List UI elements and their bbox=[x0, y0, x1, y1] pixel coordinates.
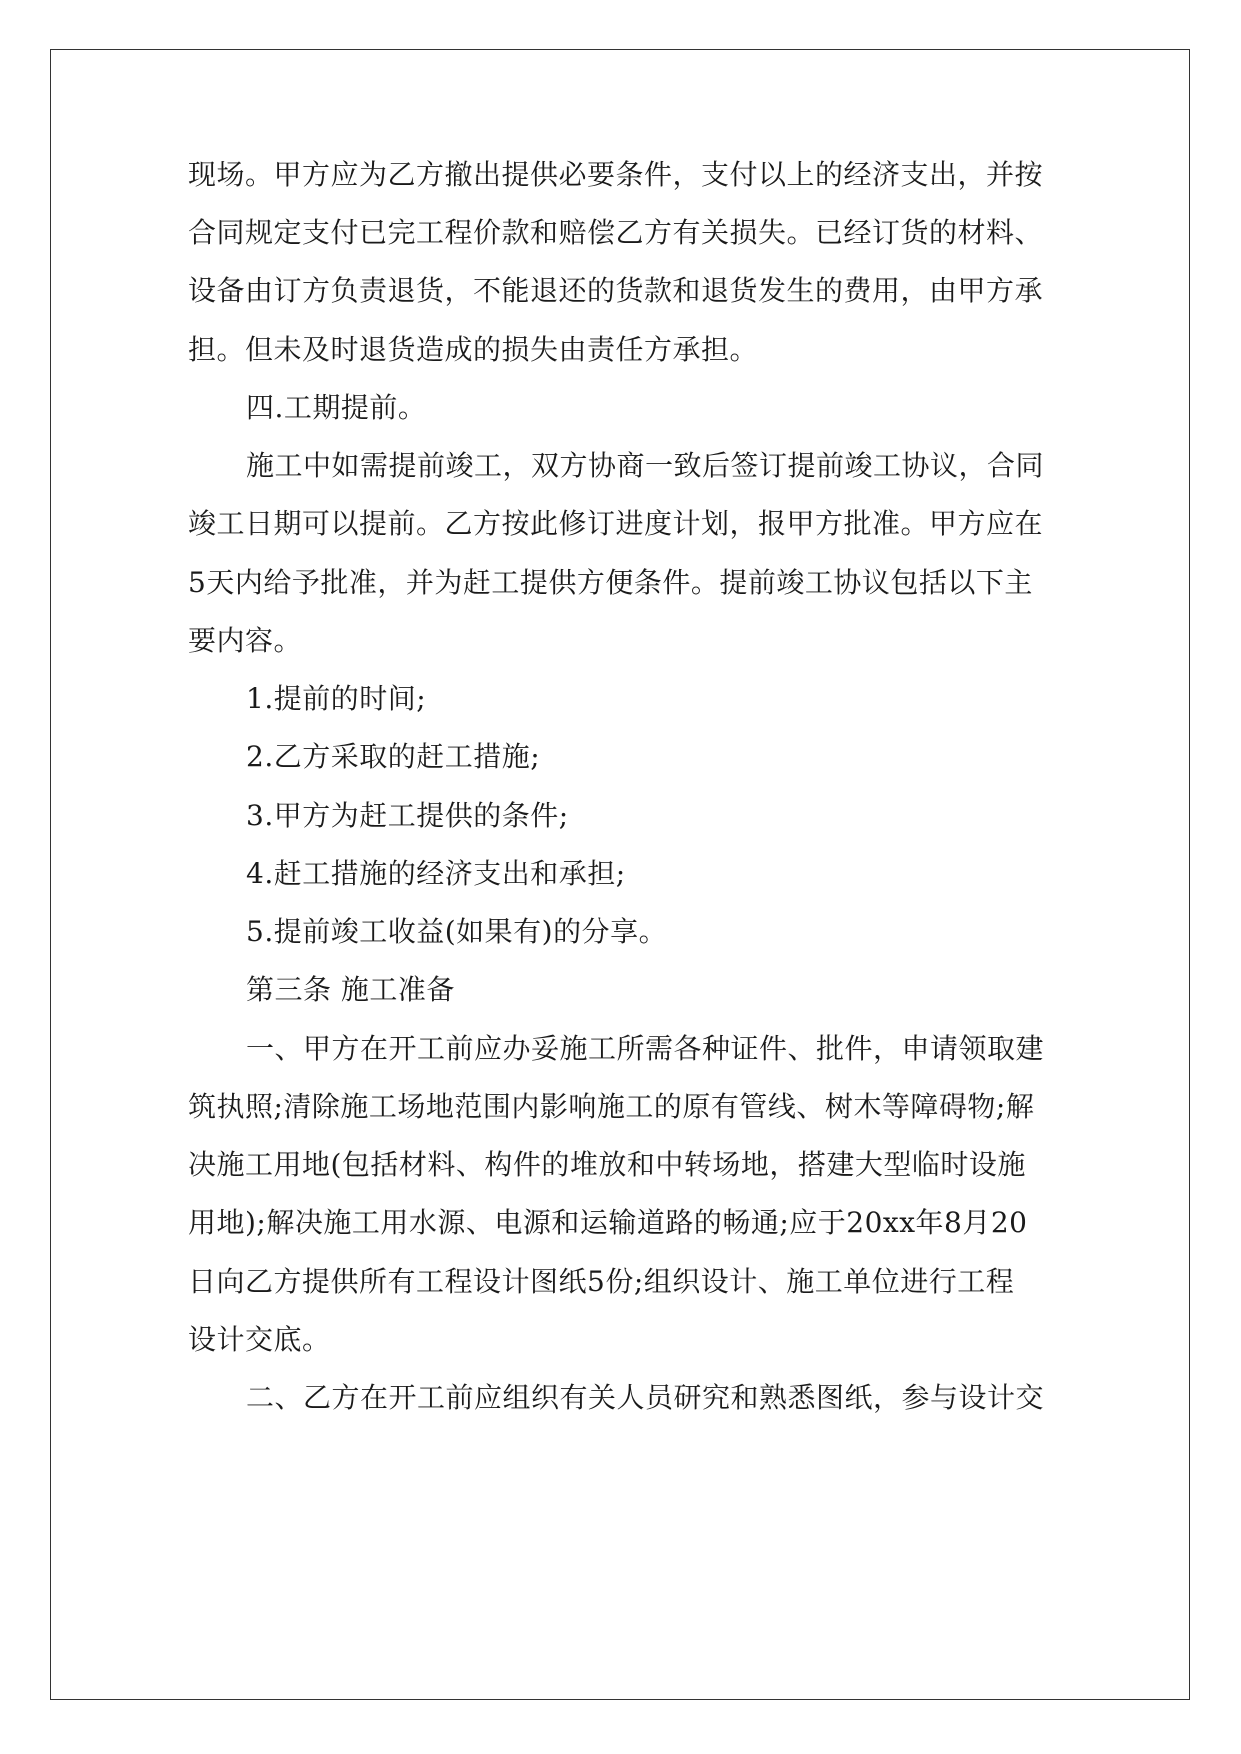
text-line: 5天内给予批准，并为赶工提供方便条件。提前竣工协议包括以下主 bbox=[188, 566, 1033, 599]
text-line: 设备由订方负责退货，不能退还的货款和退货发生的费用，由甲方承 bbox=[188, 274, 1044, 307]
text-line: 要内容。 bbox=[188, 624, 303, 657]
section-heading: 四.工期提前。 bbox=[246, 391, 427, 424]
list-item: 4.赶工措施的经济支出和承担; bbox=[246, 857, 626, 890]
list-item: 1.提前的时间; bbox=[246, 682, 427, 715]
text-line: 合同规定支付已完工程价款和赔偿乙方有关损失。已经订货的材料、 bbox=[188, 216, 1044, 249]
text-line: 一、甲方在开工前应办妥施工所需各种证件、批件，申请领取建 bbox=[246, 1032, 1045, 1065]
text-line: 担。但未及时退货造成的损失由责任方承担。 bbox=[188, 333, 759, 366]
text-line: 设计交底。 bbox=[188, 1323, 331, 1356]
list-item: 5.提前竣工收益(如果有)的分享。 bbox=[246, 915, 668, 948]
list-item: 2.乙方采取的赶工措施; bbox=[246, 740, 541, 773]
text-line: 日向乙方提供所有工程设计图纸5份;组织设计、施工单位进行工程 bbox=[188, 1265, 1015, 1298]
text-line: 筑执照;清除施工场地范围内影响施工的原有管线、树木等障碍物;解 bbox=[188, 1090, 1035, 1123]
text-line: 竣工日期可以提前。乙方按此修订进度计划，报甲方批准。甲方应在 bbox=[188, 507, 1044, 540]
text-line: 二、乙方在开工前应组织有关人员研究和熟悉图纸，参与设计交 bbox=[246, 1381, 1045, 1414]
text-line: 施工中如需提前竣工，双方协商一致后签订提前竣工协议，合同 bbox=[246, 449, 1045, 482]
list-item: 3.甲方为赶工提供的条件; bbox=[246, 799, 569, 832]
section-heading: 第三条 施工准备 bbox=[246, 973, 455, 1006]
text-line: 决施工用地(包括材料、构件的堆放和中转场地，搭建大型临时设施 bbox=[188, 1148, 1026, 1181]
text-line: 现场。甲方应为乙方撤出提供必要条件，支付以上的经济支出，并按 bbox=[188, 158, 1044, 191]
text-line: 用地);解决施工用水源、电源和运输道路的畅通;应于20xx年8月20 bbox=[188, 1206, 1028, 1239]
